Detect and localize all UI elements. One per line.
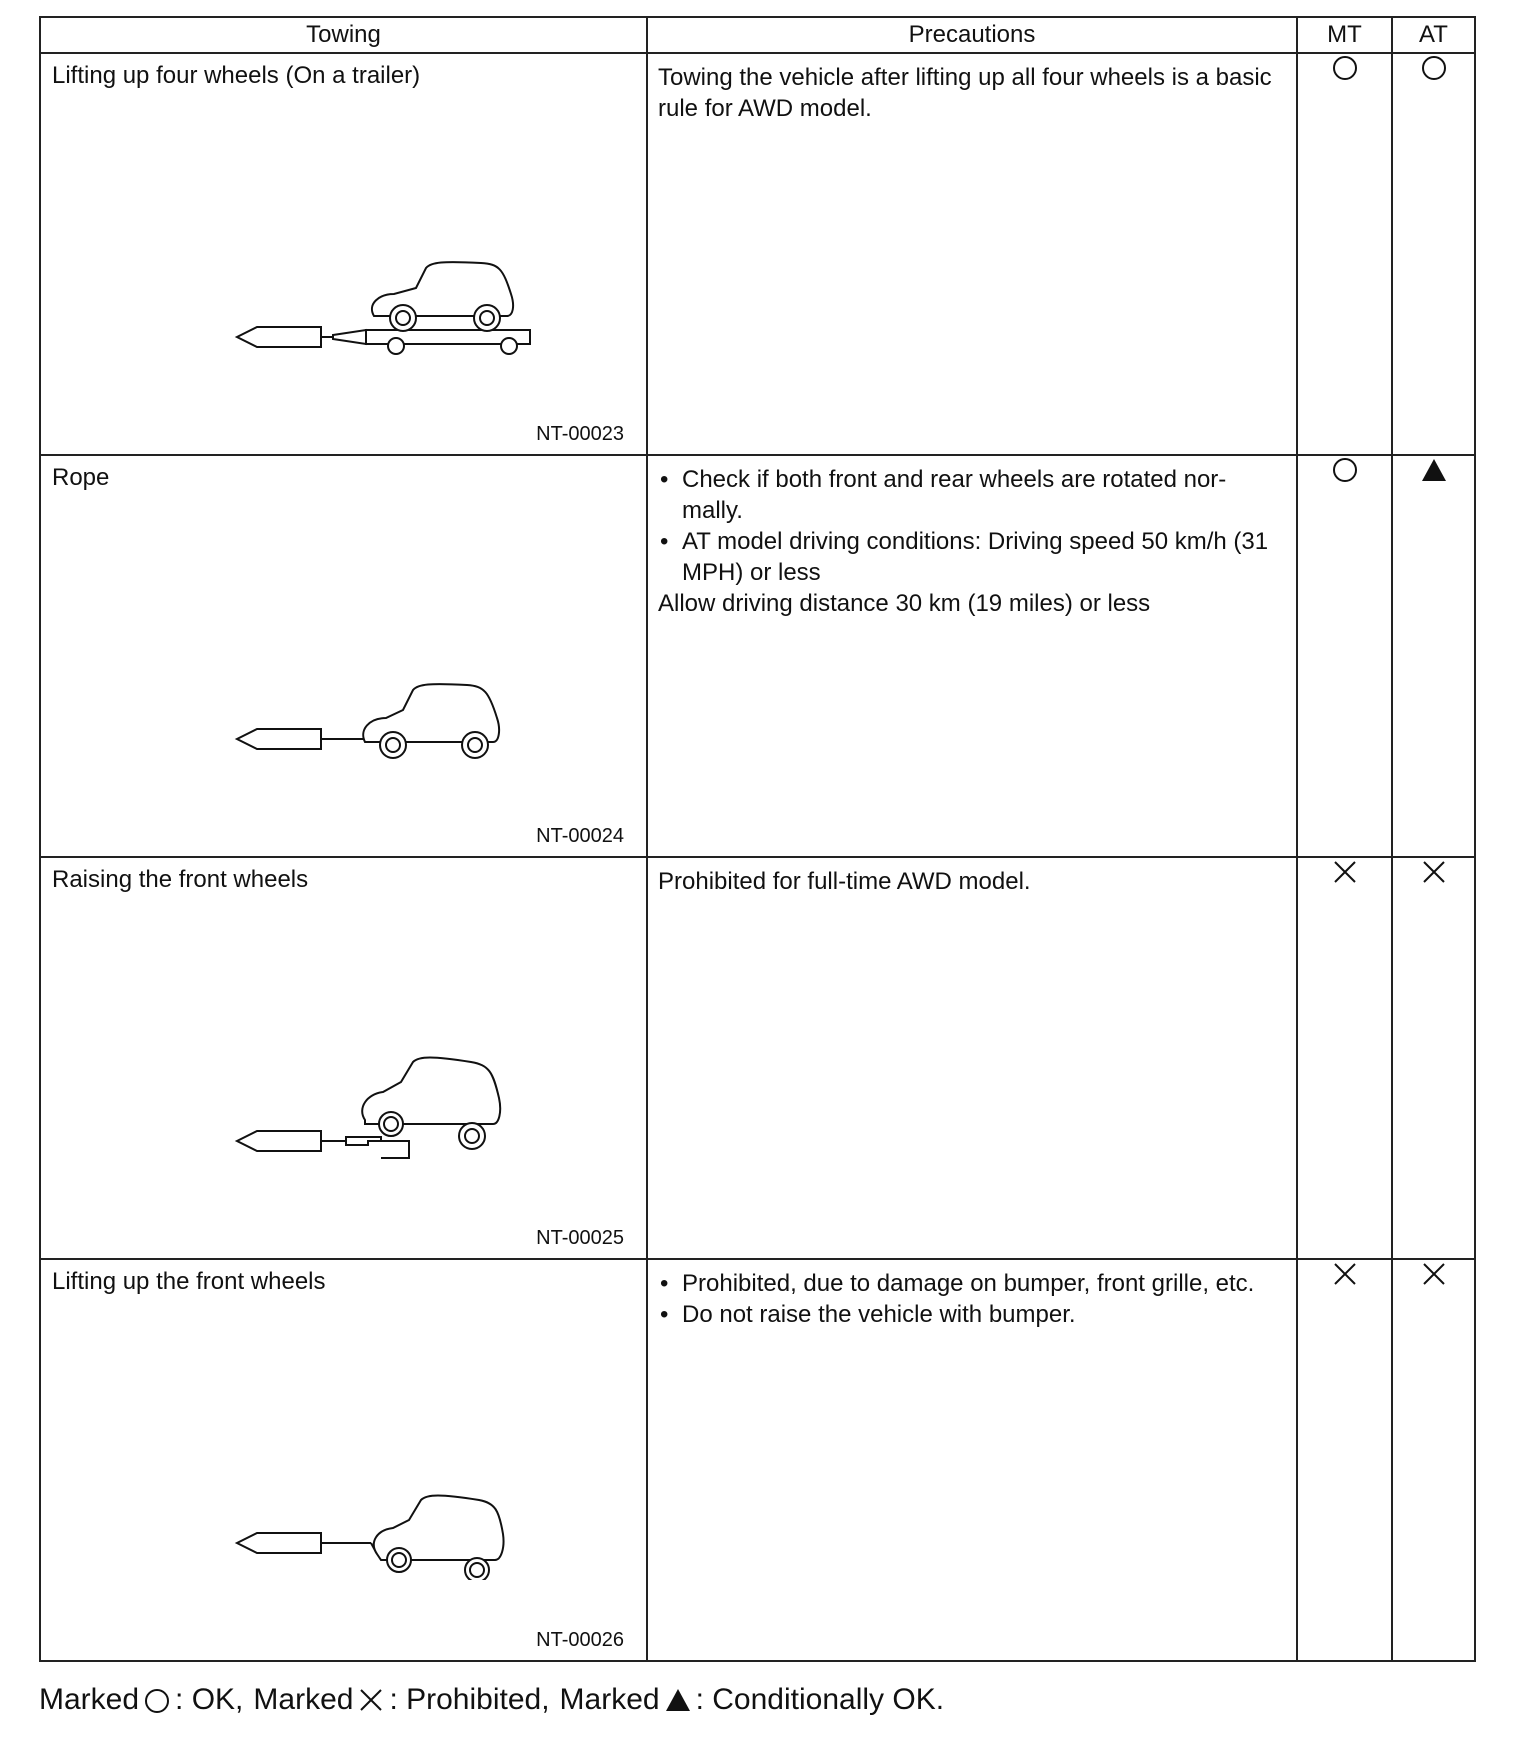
- mt-mark-cell: [1297, 455, 1392, 857]
- towing-cell: [40, 857, 647, 1259]
- header-towing: Towing: [40, 17, 647, 53]
- figure-code: NT-00026: [536, 1629, 624, 1651]
- legend-prefix: Marked: [559, 1683, 660, 1716]
- legend-prefix: Marked: [253, 1683, 354, 1716]
- towing-table: [39, 16, 1476, 1662]
- table-row: [40, 455, 1475, 857]
- at-mark-cell: [1392, 455, 1475, 857]
- towing-method-label: Rope: [52, 464, 110, 491]
- front-lift-towing-figure: [181, 1430, 561, 1580]
- mt-mark-cell: [1297, 857, 1392, 1259]
- towing-method-label: Lifting up four wheels (On a trailer): [52, 62, 421, 89]
- prohibited-cross-icon: [1420, 858, 1448, 886]
- legend-conditional-text: : Conditionally OK.: [695, 1683, 945, 1716]
- header-row: [40, 17, 1475, 53]
- legend-ok-text: : OK,: [175, 1683, 244, 1716]
- precautions-cell: [647, 455, 1297, 857]
- header-precautions: Precautions: [647, 17, 1297, 53]
- towing-method-label: Lifting up the front wheels: [52, 1268, 326, 1295]
- towing-cell: [40, 455, 647, 857]
- front-raise-towing-figure: [181, 1028, 561, 1178]
- precautions-cell: [647, 857, 1297, 1259]
- rope-towing-figure: [181, 626, 561, 776]
- ok-circle-icon: [1331, 54, 1359, 82]
- figure-code: NT-00025: [536, 1227, 624, 1249]
- precaution-bullet: • Check if both front and rear wheels are rotated nor-mally.: [658, 464, 1286, 526]
- towing-method-label: Raising the front wheels: [52, 866, 309, 893]
- precautions-cell: [647, 53, 1297, 455]
- table-row: [40, 857, 1475, 1259]
- trailer-towing-figure: [181, 224, 561, 374]
- ok-circle-icon: [1420, 54, 1448, 82]
- at-mark-cell: [1392, 53, 1475, 455]
- ok-circle-icon: [142, 1685, 172, 1715]
- table-row: [40, 53, 1475, 455]
- precaution-text: Allow driving distance 30 km (19 miles) or less: [658, 590, 1151, 617]
- conditional-triangle-icon: [663, 1685, 693, 1715]
- at-mark-cell: [1392, 1259, 1475, 1661]
- prohibited-cross-icon: [1420, 1260, 1448, 1288]
- figure-code: NT-00023: [536, 423, 624, 445]
- mt-mark-cell: [1297, 53, 1392, 455]
- figure-code: NT-00024: [536, 825, 624, 847]
- precaution-text: Towing the vehicle after lifting up all four wheels is a basic rule for AWD model.: [658, 64, 1272, 122]
- towing-cell: [40, 53, 647, 455]
- precaution-text: Prohibited for full-time AWD model.: [658, 868, 1031, 895]
- precaution-bullet: • Do not raise the vehicle with bumper.: [658, 1299, 1286, 1330]
- mt-mark-cell: [1297, 1259, 1392, 1661]
- header-at: AT: [1392, 17, 1475, 53]
- precautions-cell: [647, 1259, 1297, 1661]
- header-mt: MT: [1297, 17, 1392, 53]
- prohibited-cross-icon: [1331, 858, 1359, 886]
- table-row: [40, 1259, 1475, 1661]
- prohibited-cross-icon: [1331, 1260, 1359, 1288]
- ok-circle-icon: [1331, 456, 1359, 484]
- towing-cell: [40, 1259, 647, 1661]
- legend-prefix: Marked: [39, 1683, 140, 1716]
- conditional-triangle-icon: [1420, 456, 1448, 484]
- legend: [39, 1683, 944, 1717]
- at-mark-cell: [1392, 857, 1475, 1259]
- precaution-bullet: • Prohibited, due to damage on bumper, front grille, etc.: [658, 1268, 1286, 1299]
- legend-prohibited-text: : Prohibited,: [389, 1683, 550, 1716]
- precaution-bullet: • AT model driving conditions: Driving speed 50 km/h (31 MPH) or less: [658, 526, 1286, 588]
- prohibited-cross-icon: [356, 1685, 386, 1715]
